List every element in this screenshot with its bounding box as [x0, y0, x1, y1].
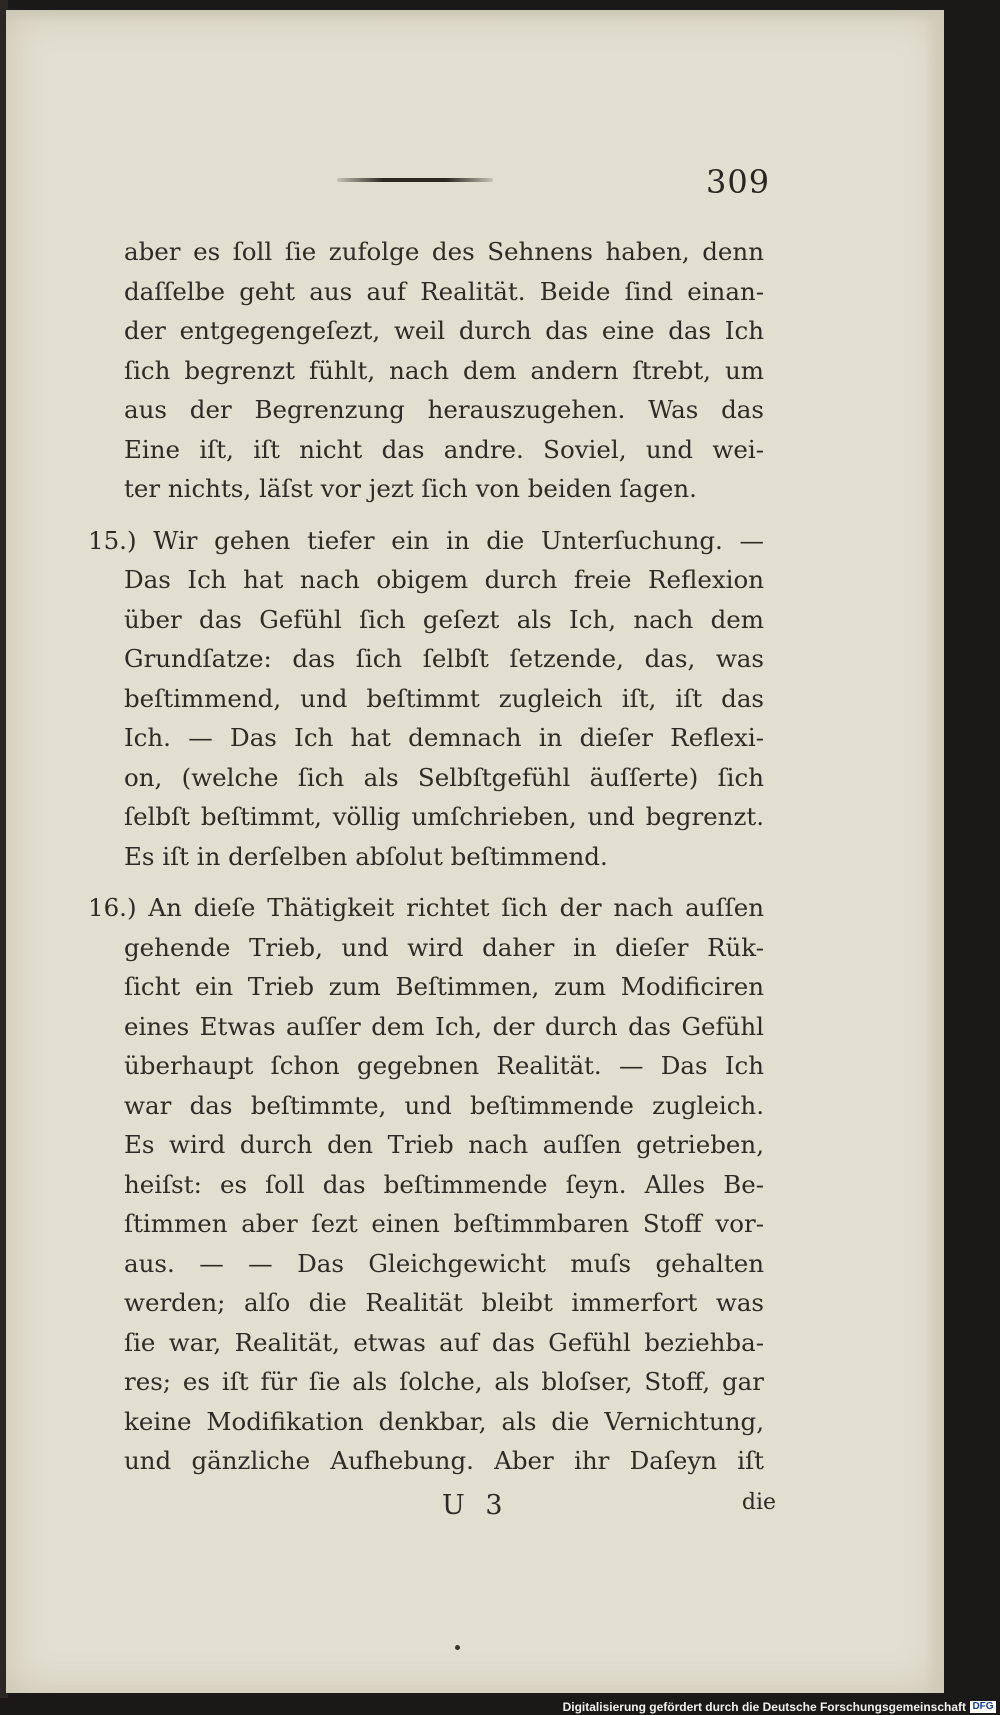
text-line: beſtimmend, und beſtimmt zugleich iſt, iſt das	[124, 683, 764, 713]
book-page	[6, 10, 944, 1693]
page-top-shadow	[6, 10, 944, 22]
ink-spot	[455, 1645, 460, 1650]
paragraph-gap	[124, 509, 764, 521]
text-line: keine Modifikation denkbar, als die Vernichtung,	[124, 1406, 764, 1436]
text-line: ſicht ein Trieb zum Beſtimmen, zum Modificiren	[124, 972, 764, 1001]
text-line: res; es iſt für ſie als ſolche, als bloſser, Stoff, gar	[124, 1367, 764, 1396]
paragraph-15-first-line: 15.) Wir gehen tiefer ein in die Unterſuchung. —	[88, 525, 764, 555]
text-line: gehende Trieb, und wird daher in dieſer Rük-	[124, 932, 764, 962]
text-line: war das beſtimmte, und beſtimmende zugleich.	[124, 1090, 764, 1120]
credit-bar	[0, 1698, 1000, 1715]
text-line: ter nichts, läſst vor jezt ſich von beiden ſagen.	[124, 474, 697, 503]
text-line: der entgegengeſezt, weil durch das eine das Ich	[124, 316, 764, 345]
text-line: aus. — — Das Gleichgewicht muſs gehalten	[124, 1248, 764, 1278]
dfg-logo: DFG	[970, 1701, 996, 1713]
text-line: und gänzliche Aufhebung. Aber ihr Daſeyn iſt	[124, 1446, 764, 1475]
text-line: aber es ſoll ſie zufolge des Sehnens haben, denn	[124, 237, 764, 266]
text-line: Es iſt in derſelben abſolut beſtimmend.	[124, 841, 608, 871]
paragraph-16-first-line: 16.) An dieſe Thätigkeit richtet ſich der nach auſſen	[88, 893, 764, 922]
text-line: über das Gefühl ſich geſezt als Ich, nach dem	[124, 604, 764, 634]
text-line: daſſelbe geht aus auf Realität. Beide ſind einan-	[124, 276, 764, 306]
text-line: eines Etwas auſſer dem Ich, der durch das Gefühl	[124, 1011, 764, 1041]
body-text	[88, 232, 764, 1481]
page-right-shadow	[924, 10, 944, 1693]
text-line: Es wird durch den Trieb nach auſſen getrieben,	[124, 1130, 764, 1159]
header-rule	[337, 178, 493, 182]
text-line: ſie war, Realität, etwas auf das Gefühl beziehba-	[124, 1327, 764, 1357]
text-line: Grundſatze: das ſich ſelbſt ſetzende, das, was	[124, 644, 764, 673]
catchword: die	[741, 1490, 776, 1515]
text-line: werden; alſo die Realität bleibt immerfort was	[124, 1288, 764, 1317]
text-line: on, (welche ſich als Selbſtgefühl äuſſerte) ſich	[124, 762, 764, 792]
text-line: Das Ich hat nach obigem durch freie Reflexion	[124, 565, 764, 594]
text-line: ſelbſt beſtimmt, völlig umſchrieben, und begrenzt.	[124, 802, 764, 831]
text-line: Eine iſt, iſt nicht das andre. Soviel, und wei-	[124, 434, 764, 464]
paragraph-gap	[124, 876, 764, 888]
text-line: ſtimmen aber ſezt einen beſtimmbaren Stoff vor-	[124, 1209, 764, 1238]
text-line: Ich. — Das Ich hat demnach in dieſer Reflexi-	[124, 723, 764, 752]
text-line: aus der Begrenzung herauszugehen. Was das	[124, 395, 764, 424]
page-number: 309	[706, 163, 771, 201]
text-line: heiſst: es ſoll das beſtimmende ſeyn. Alles Be-	[124, 1169, 764, 1199]
text-line: ſich begrenzt fühlt, nach dem andern ſtrebt, um	[124, 355, 764, 385]
text-line: überhaupt ſchon gegebnen Realität. — Das Ich	[124, 1051, 764, 1080]
signature-mark: U 3	[442, 1490, 509, 1521]
credit-text: Digitalisierung gefördert durch die Deutsche Forschungsgemeinschaft	[562, 1700, 966, 1714]
